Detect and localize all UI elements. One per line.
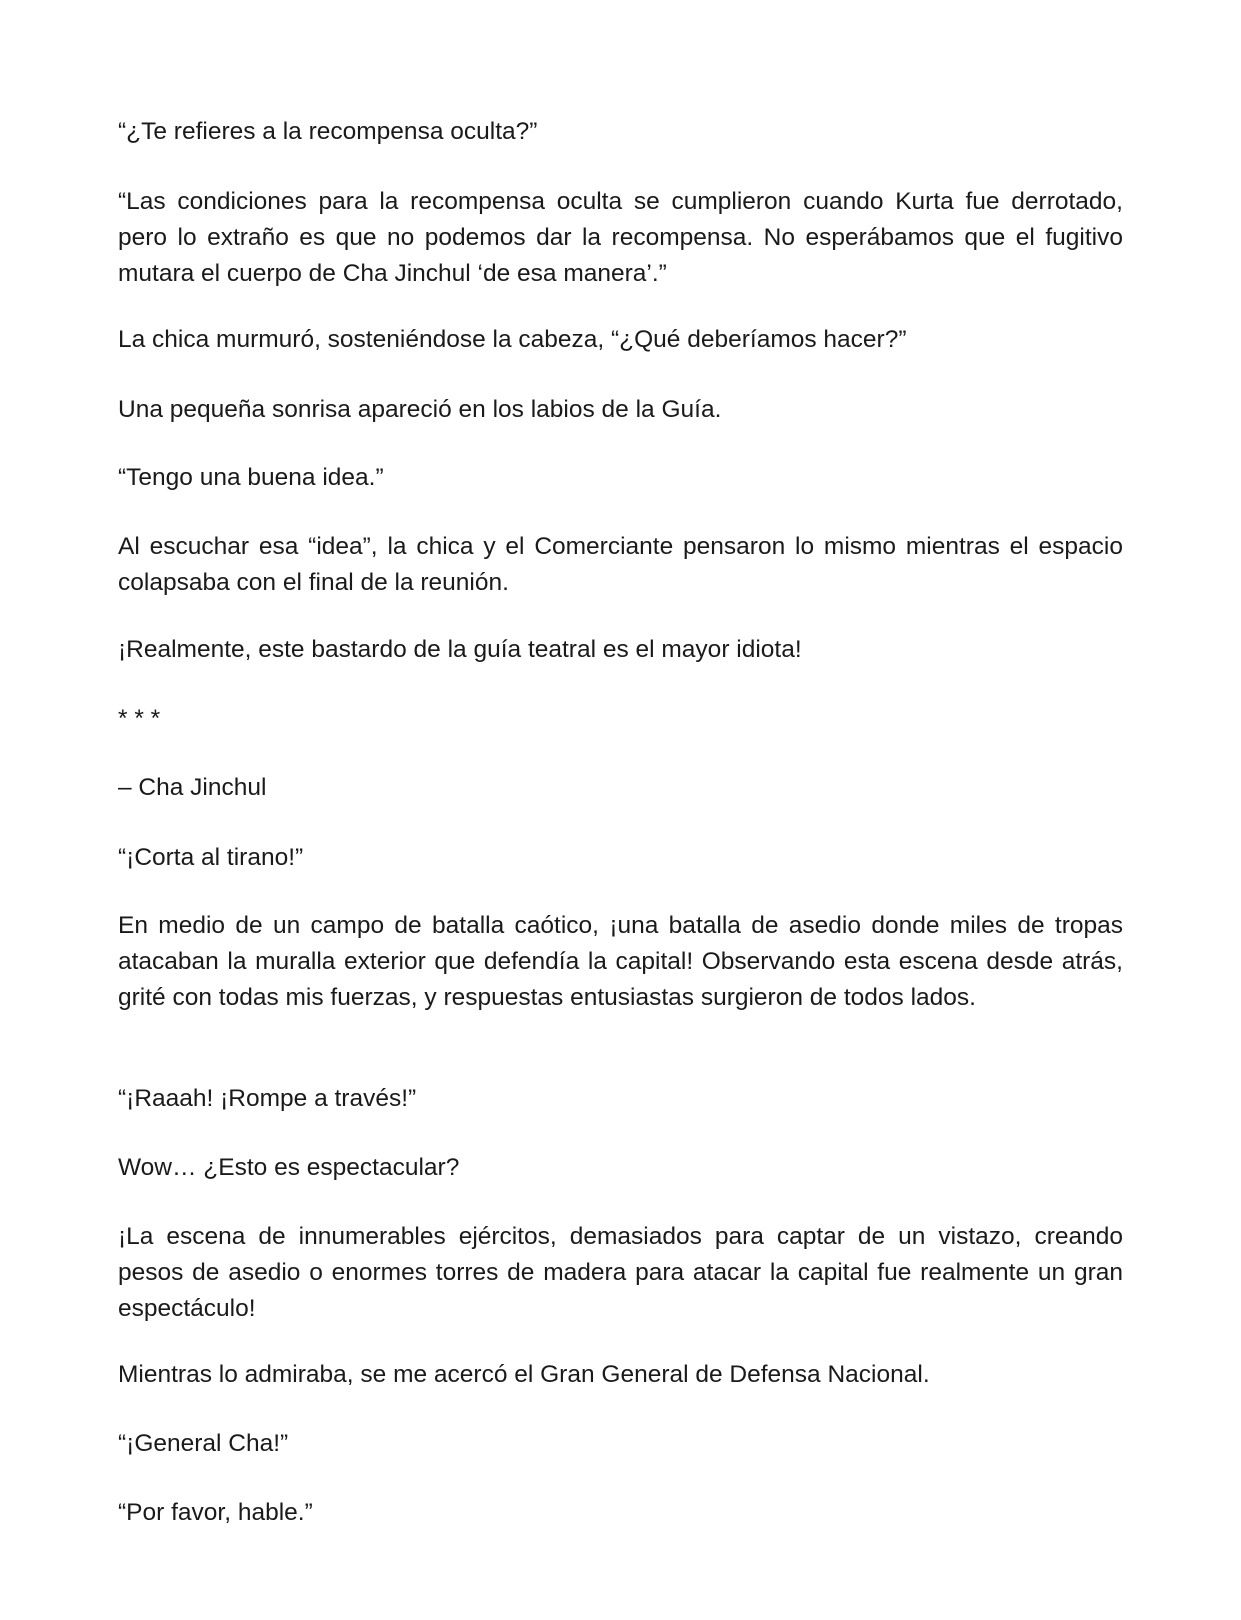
paragraph-12: “¡Raaah! ¡Rompe a través!” — [118, 1085, 417, 1112]
paragraph-13: Wow… ¿Esto es espectacular? — [118, 1154, 460, 1181]
paragraph-15: Mientras lo admiraba, se me acercó el Gran General de Defensa Nacional. — [118, 1361, 930, 1388]
paragraph-4: Una pequeña sonrisa apareció en los labios de la Guía. — [118, 396, 722, 423]
paragraph-6: Al escuchar esa “idea”, la chica y el Comerciante pensaron lo mismo mientras el espacio colapsaba con el final de la reunión. — [118, 533, 1123, 596]
paragraph-5: “Tengo una buena idea.” — [118, 464, 384, 491]
paragraph-2: “Las condiciones para la recompensa oculta se cumplieron cuando Kurta fue derrotado, pero lo extraño es que no podemos dar la recompensa. No esperábamos que el fugitivo mutara el cuerpo de Cha Jinchul ‘de esa manera’.” — [118, 188, 1123, 287]
paragraph-16: “¡General Cha!” — [118, 1430, 289, 1457]
pov-heading: – Cha Jinchul — [118, 774, 267, 801]
scene-break: * * * — [118, 705, 161, 732]
paragraph-3: La chica murmuró, sosteniéndose la cabeza, “¿Qué deberíamos hacer?” — [118, 326, 907, 353]
paragraph-10: “¡Corta al tirano!” — [118, 844, 304, 871]
paragraph-17: “Por favor, hable.” — [118, 1499, 313, 1526]
paragraph-1: “¿Te refieres a la recompensa oculta?” — [118, 118, 538, 145]
paragraph-14: ¡La escena de innumerables ejércitos, demasiados para captar de un vistazo, creando pesos de asedio o enormes torres de madera para atacar la capital fue realmente un gran espectáculo! — [118, 1223, 1123, 1322]
paragraph-11: En medio de un campo de batalla caótico, ¡una batalla de asedio donde miles de tropas atacaban la muralla exterior que defendía la capital! Observando esta escena desde atrás, grité con todas mis fuerzas, y respuestas entusiastas surgieron de todos lados. — [118, 912, 1123, 1011]
paragraph-7: ¡Realmente, este bastardo de la guía teatral es el mayor idiota! — [118, 636, 802, 663]
